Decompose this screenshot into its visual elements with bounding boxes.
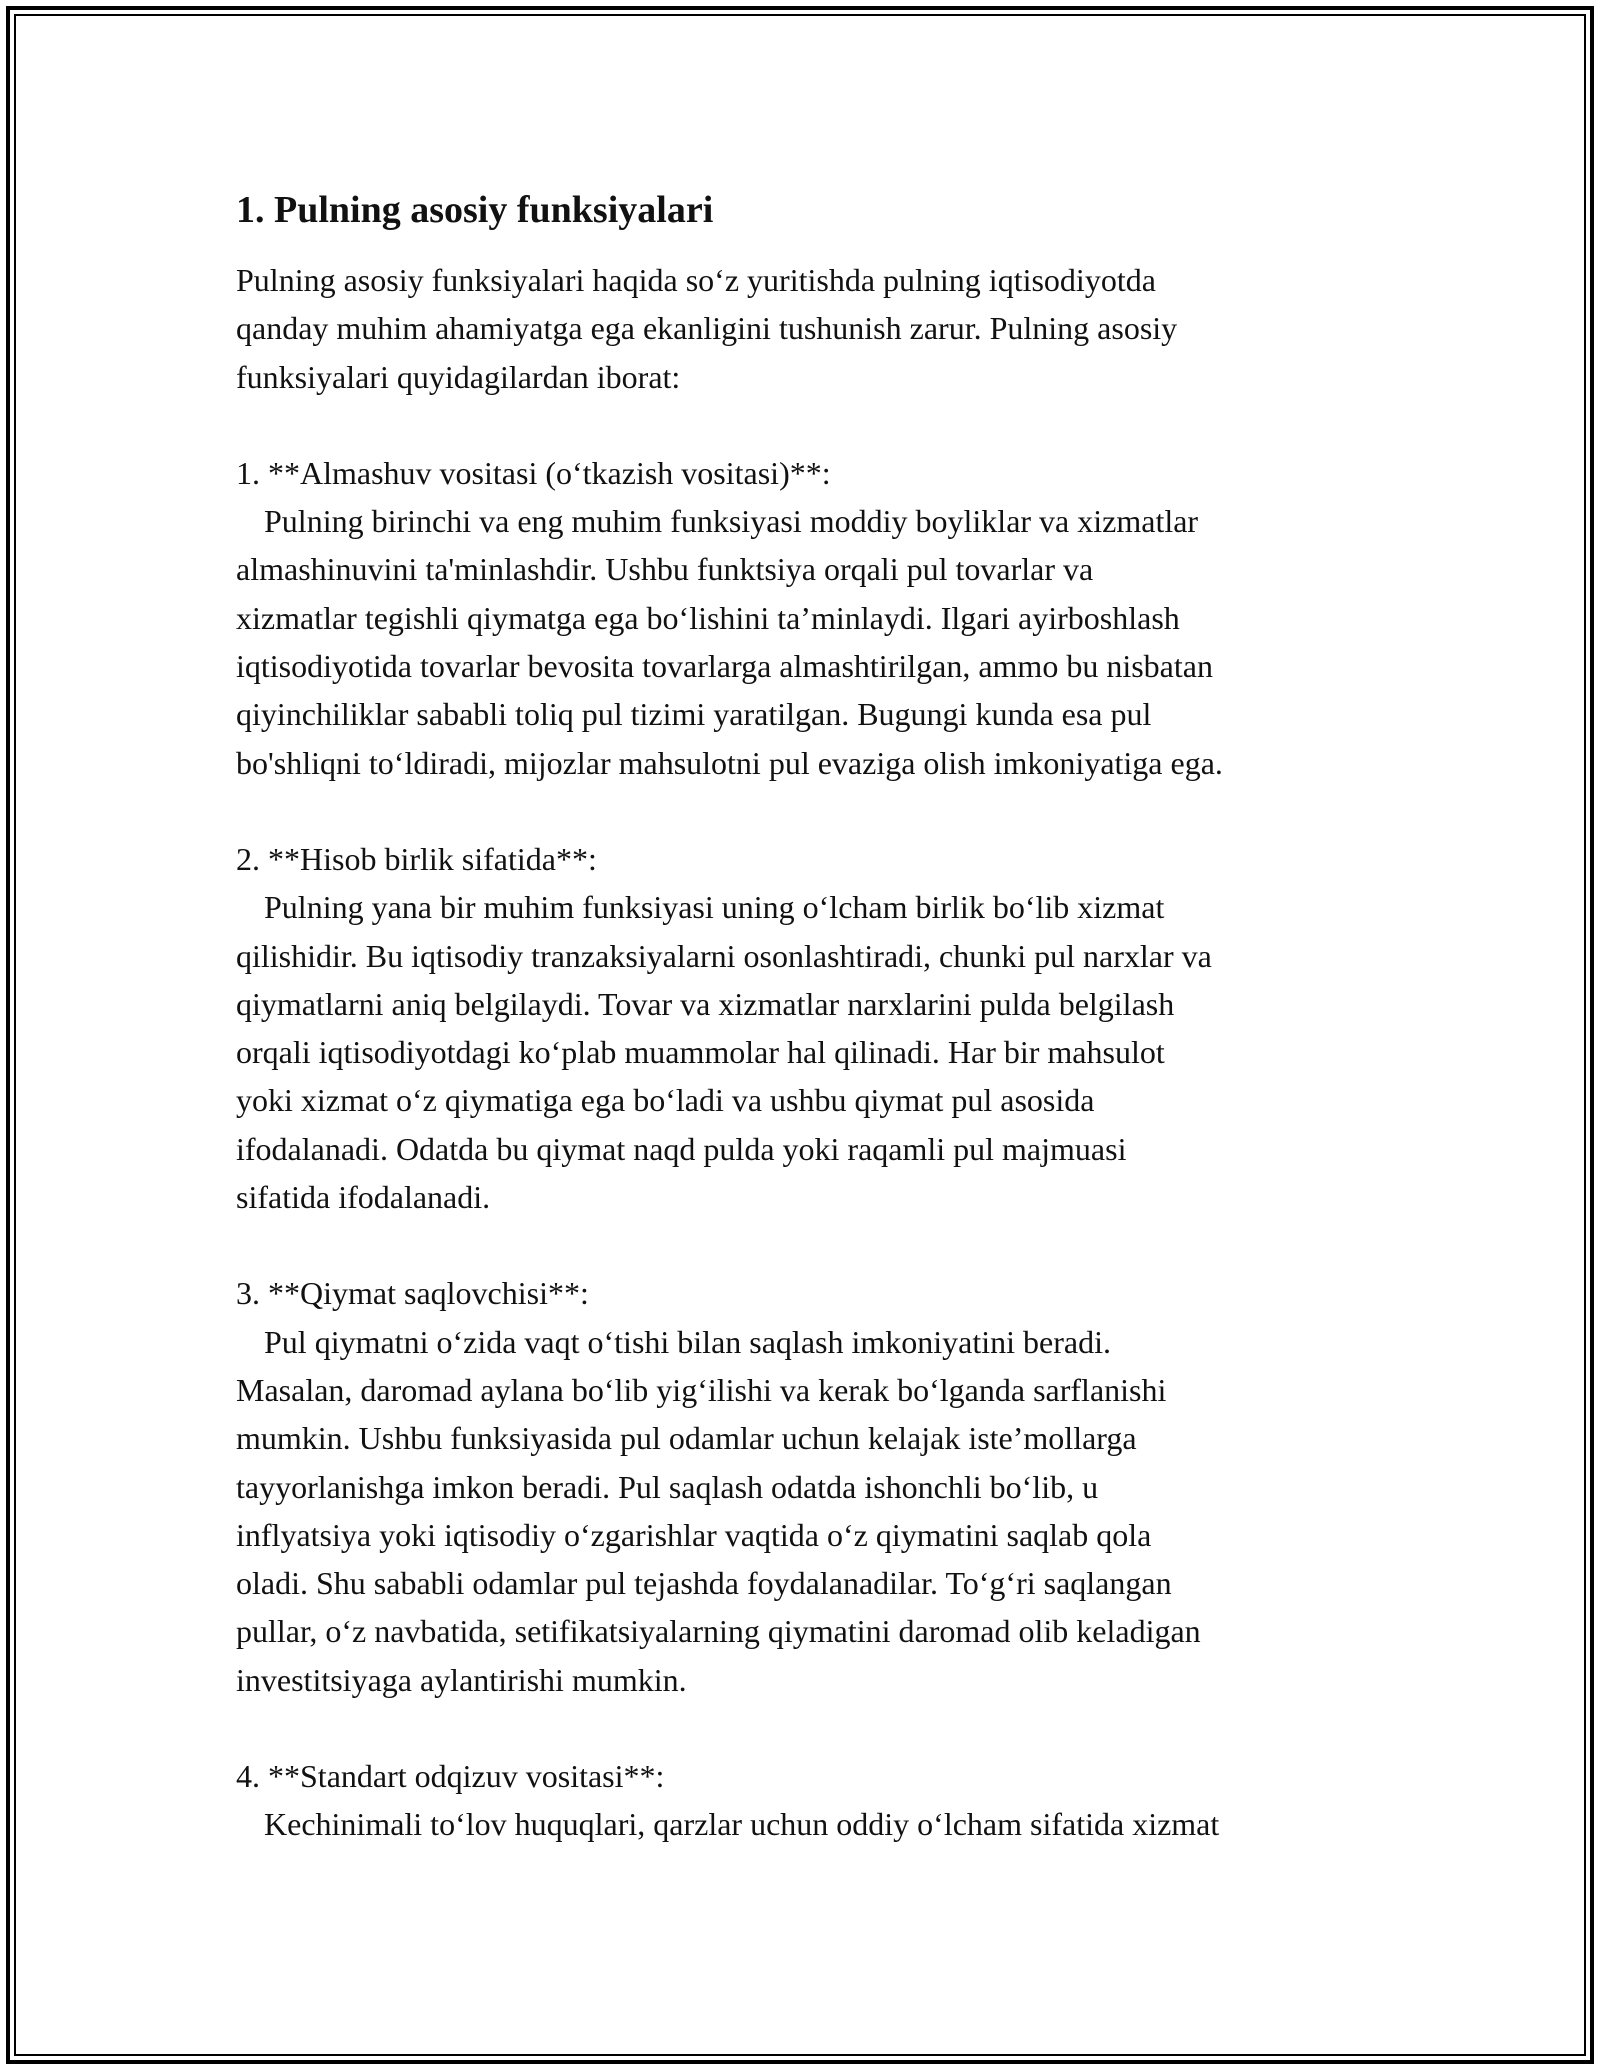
list-item-heading: 3. **Qiymat saqlovchisi**:	[236, 1275, 589, 1312]
body-line: Pulning yana bir muhim funksiyasi uning o‘lcham birlik bo‘lib xizmat	[264, 889, 1165, 926]
body-line: mumkin. Ushbu funksiyasida pul odamlar uchun kelajak iste’mollarga	[236, 1420, 1137, 1457]
list-item-unit-of-account	[236, 835, 1406, 1221]
list-item-exchange-medium	[236, 449, 1406, 787]
body-line: pullar, o‘z navbatida, setifikatsiyalarning qiymatini daromad olib keladigan	[236, 1613, 1201, 1650]
list-item-standard-of-deferred-payment	[236, 1752, 1406, 1849]
body-line: qilishidir. Bu iqtisodiy tranzaksiyalarni osonlashtiradi, chunki pul narxlar va	[236, 937, 1212, 974]
body-line: xizmatlar tegishli qiymatga ega bo‘lishini ta’minlaydi. Ilgari ayirboshlash	[236, 599, 1180, 636]
body-line: Pul qiymatni o‘zida vaqt o‘tishi bilan saqlash imkoniyatini beradi.	[264, 1323, 1111, 1360]
body-line: qiyinchiliklar sababli toliq pul tizimi yaratilgan. Bugungi kunda esa pul	[236, 696, 1152, 733]
list-item-body	[236, 1800, 1406, 1848]
body-line: inflyatsiya yoki iqtisodiy o‘zgarishlar vaqtida o‘z qiymatini saqlab qola	[236, 1516, 1152, 1553]
body-line: tayyorlanishga imkon beradi. Pul saqlash odatda ishonchli bo‘lib, u	[236, 1468, 1099, 1505]
body-line: Masalan, daromad aylana bo‘lib yig‘ilishi va kerak bo‘lganda sarflanishi	[236, 1371, 1167, 1408]
intro-line: qanday muhim ahamiyatga ega ekanligini tushunish zarur. Pulning asosiy	[236, 310, 1178, 347]
body-line: almashinuvini ta'minlashdir. Ushbu funktsiya orqali pul tovarlar va	[236, 551, 1094, 588]
list-item-body	[236, 1318, 1406, 1704]
body-line: ifodalanadi. Odatda bu qiymat naqd pulda yoki raqamli pul majmuasi	[236, 1130, 1127, 1167]
intro-paragraph	[236, 256, 1406, 401]
list-item-body	[236, 497, 1406, 787]
body-line: Pulning birinchi va eng muhim funksiyasi moddiy boyliklar va xizmatlar	[264, 503, 1199, 540]
body-line: orqali iqtisodiyotdagi ko‘plab muammolar hal qilinadi. Har bir mahsulot	[236, 1034, 1165, 1071]
intro-line: Pulning asosiy funksiyalari haqida so‘z yuritishda pulning iqtisodiyotda	[236, 262, 1156, 298]
body-line: yoki xizmat o‘z qiymatiga ega bo‘ladi va ushbu qiymat pul asosida	[236, 1082, 1095, 1119]
list-item-store-of-value	[236, 1269, 1406, 1704]
body-line: qiymatlarni aniq belgilaydi. Tovar va xizmatlar narxlarini pulda belgilash	[236, 985, 1175, 1022]
list-item-heading: 1. **Almashuv vositasi (o‘tkazish vositasi)**:	[236, 454, 831, 491]
document-title: 1. Pulning asosiy funksiyalari	[236, 189, 714, 231]
body-line: oladi. Shu sababli odamlar pul tejashda foydalanadilar. To‘g‘ri saqlangan	[236, 1565, 1172, 1602]
body-line: iqtisodiyotida tovarlar bevosita tovarlarga almashtirilgan, ammo bu nisbatan	[236, 648, 1213, 685]
list-item-body	[236, 883, 1406, 1221]
body-line: Kechinimali to‘lov huquqlari, qarzlar uchun oddiy o‘lcham sifatida xizmat	[264, 1806, 1220, 1843]
list-item-heading: 2. **Hisob birlik sifatida**:	[236, 840, 597, 877]
body-line: investitsiyaga aylantirishi mumkin.	[236, 1661, 687, 1698]
body-line: bo'shliqni to‘ldiradi, mijozlar mahsulotni pul evaziga olish imkoniyatiga ega.	[236, 744, 1223, 781]
list-item-heading: 4. **Standart odqizuv vositasi**:	[236, 1758, 665, 1795]
body-line: sifatida ifodalanadi.	[236, 1179, 491, 1216]
intro-line: funksiyalari quyidagilardan iborat:	[236, 358, 681, 395]
document-body	[236, 186, 1406, 1849]
